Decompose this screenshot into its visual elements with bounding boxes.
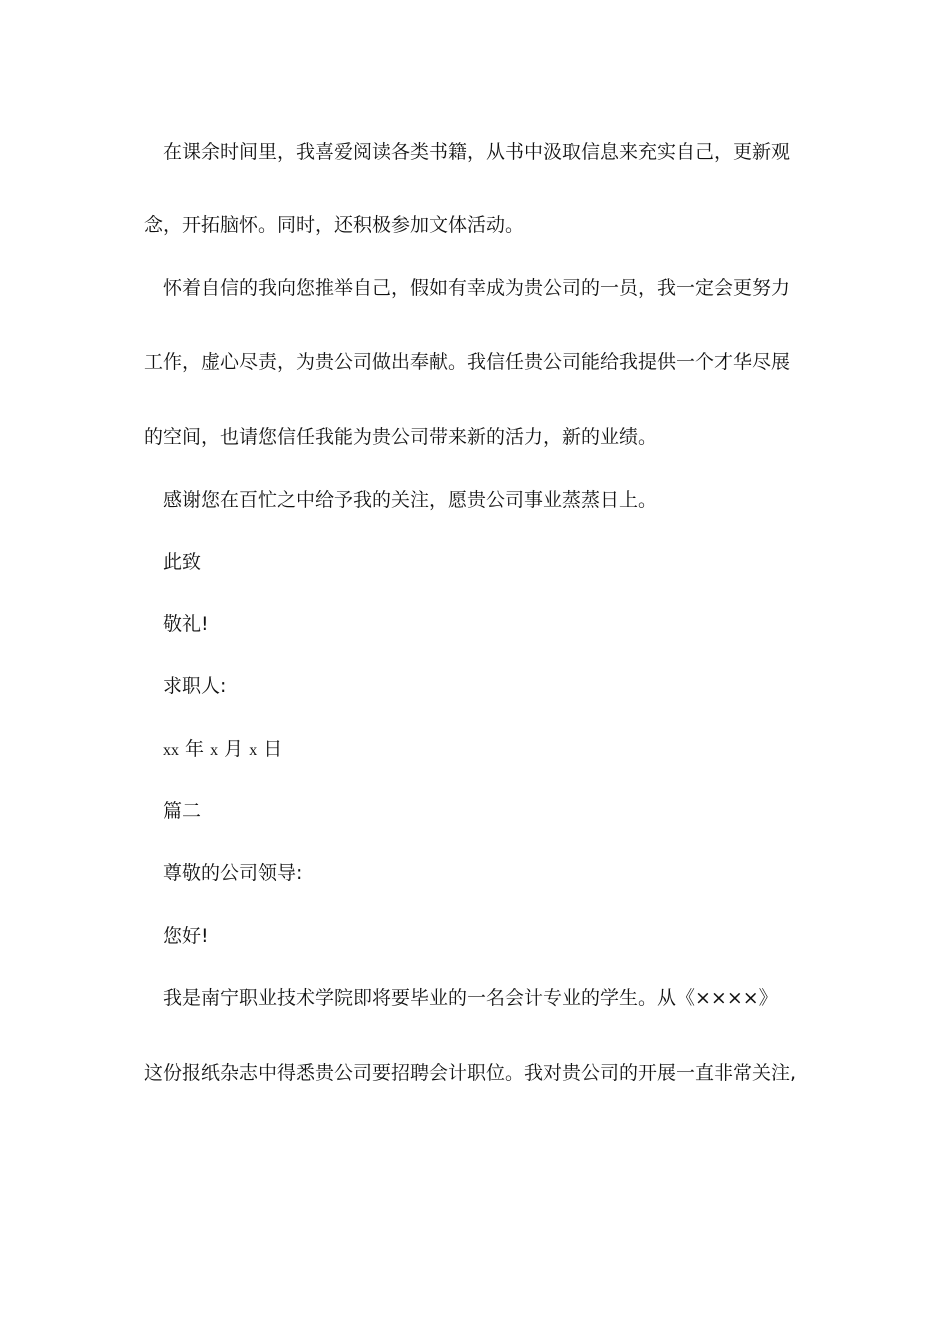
greeting-recipient: 尊敬的公司领导: [163,862,303,884]
paragraph-line: 在课余时间里，我喜爱阅读各类书籍，从书中汲取信息来充实自己，更新观 [163,141,791,163]
date-day-char: 日 [263,738,283,760]
paragraph-line: 念，开拓脑怀。同时，还积极参加文体活动。 [144,214,525,236]
date-month-char: 月 [224,738,244,760]
signature-label: 求职人: [163,675,227,697]
paragraph-line: 工作，虚心尽责，为贵公司做出奉献。我信任贵公司能给我提供一个才华尽展 [144,351,791,373]
date-year-placeholder: xx [163,742,179,759]
section-heading: 篇二 [163,800,202,822]
paragraph-line: 这份报纸杂志中得悉贵公司要招聘会计职位。我对贵公司的开展一直非常关注, [144,1062,797,1084]
date-month-placeholder: x [210,742,219,759]
date-line [163,737,824,763]
greeting-line: 您好! [163,925,209,947]
paragraph-line: 怀着自信的我向您推举自己，假如有幸成为贵公司的一员，我一定会更努力 [163,277,791,299]
salutation-line: 敬礼! [163,613,209,635]
date-year-char: 年 [185,738,205,760]
closing-line: 此致 [163,551,202,573]
paragraph-line: 我是南宁职业技术学院即将要毕业的一名会计专业的学生。从《××××》 [163,987,778,1009]
paragraph-line: 的空间，也请您信任我能为贵公司带来新的活力，新的业绩。 [144,426,658,448]
paragraph-line: 感谢您在百忙之中给予我的关注，愿贵公司事业蒸蒸日上。 [163,489,658,511]
date-day-placeholder: x [249,742,258,759]
